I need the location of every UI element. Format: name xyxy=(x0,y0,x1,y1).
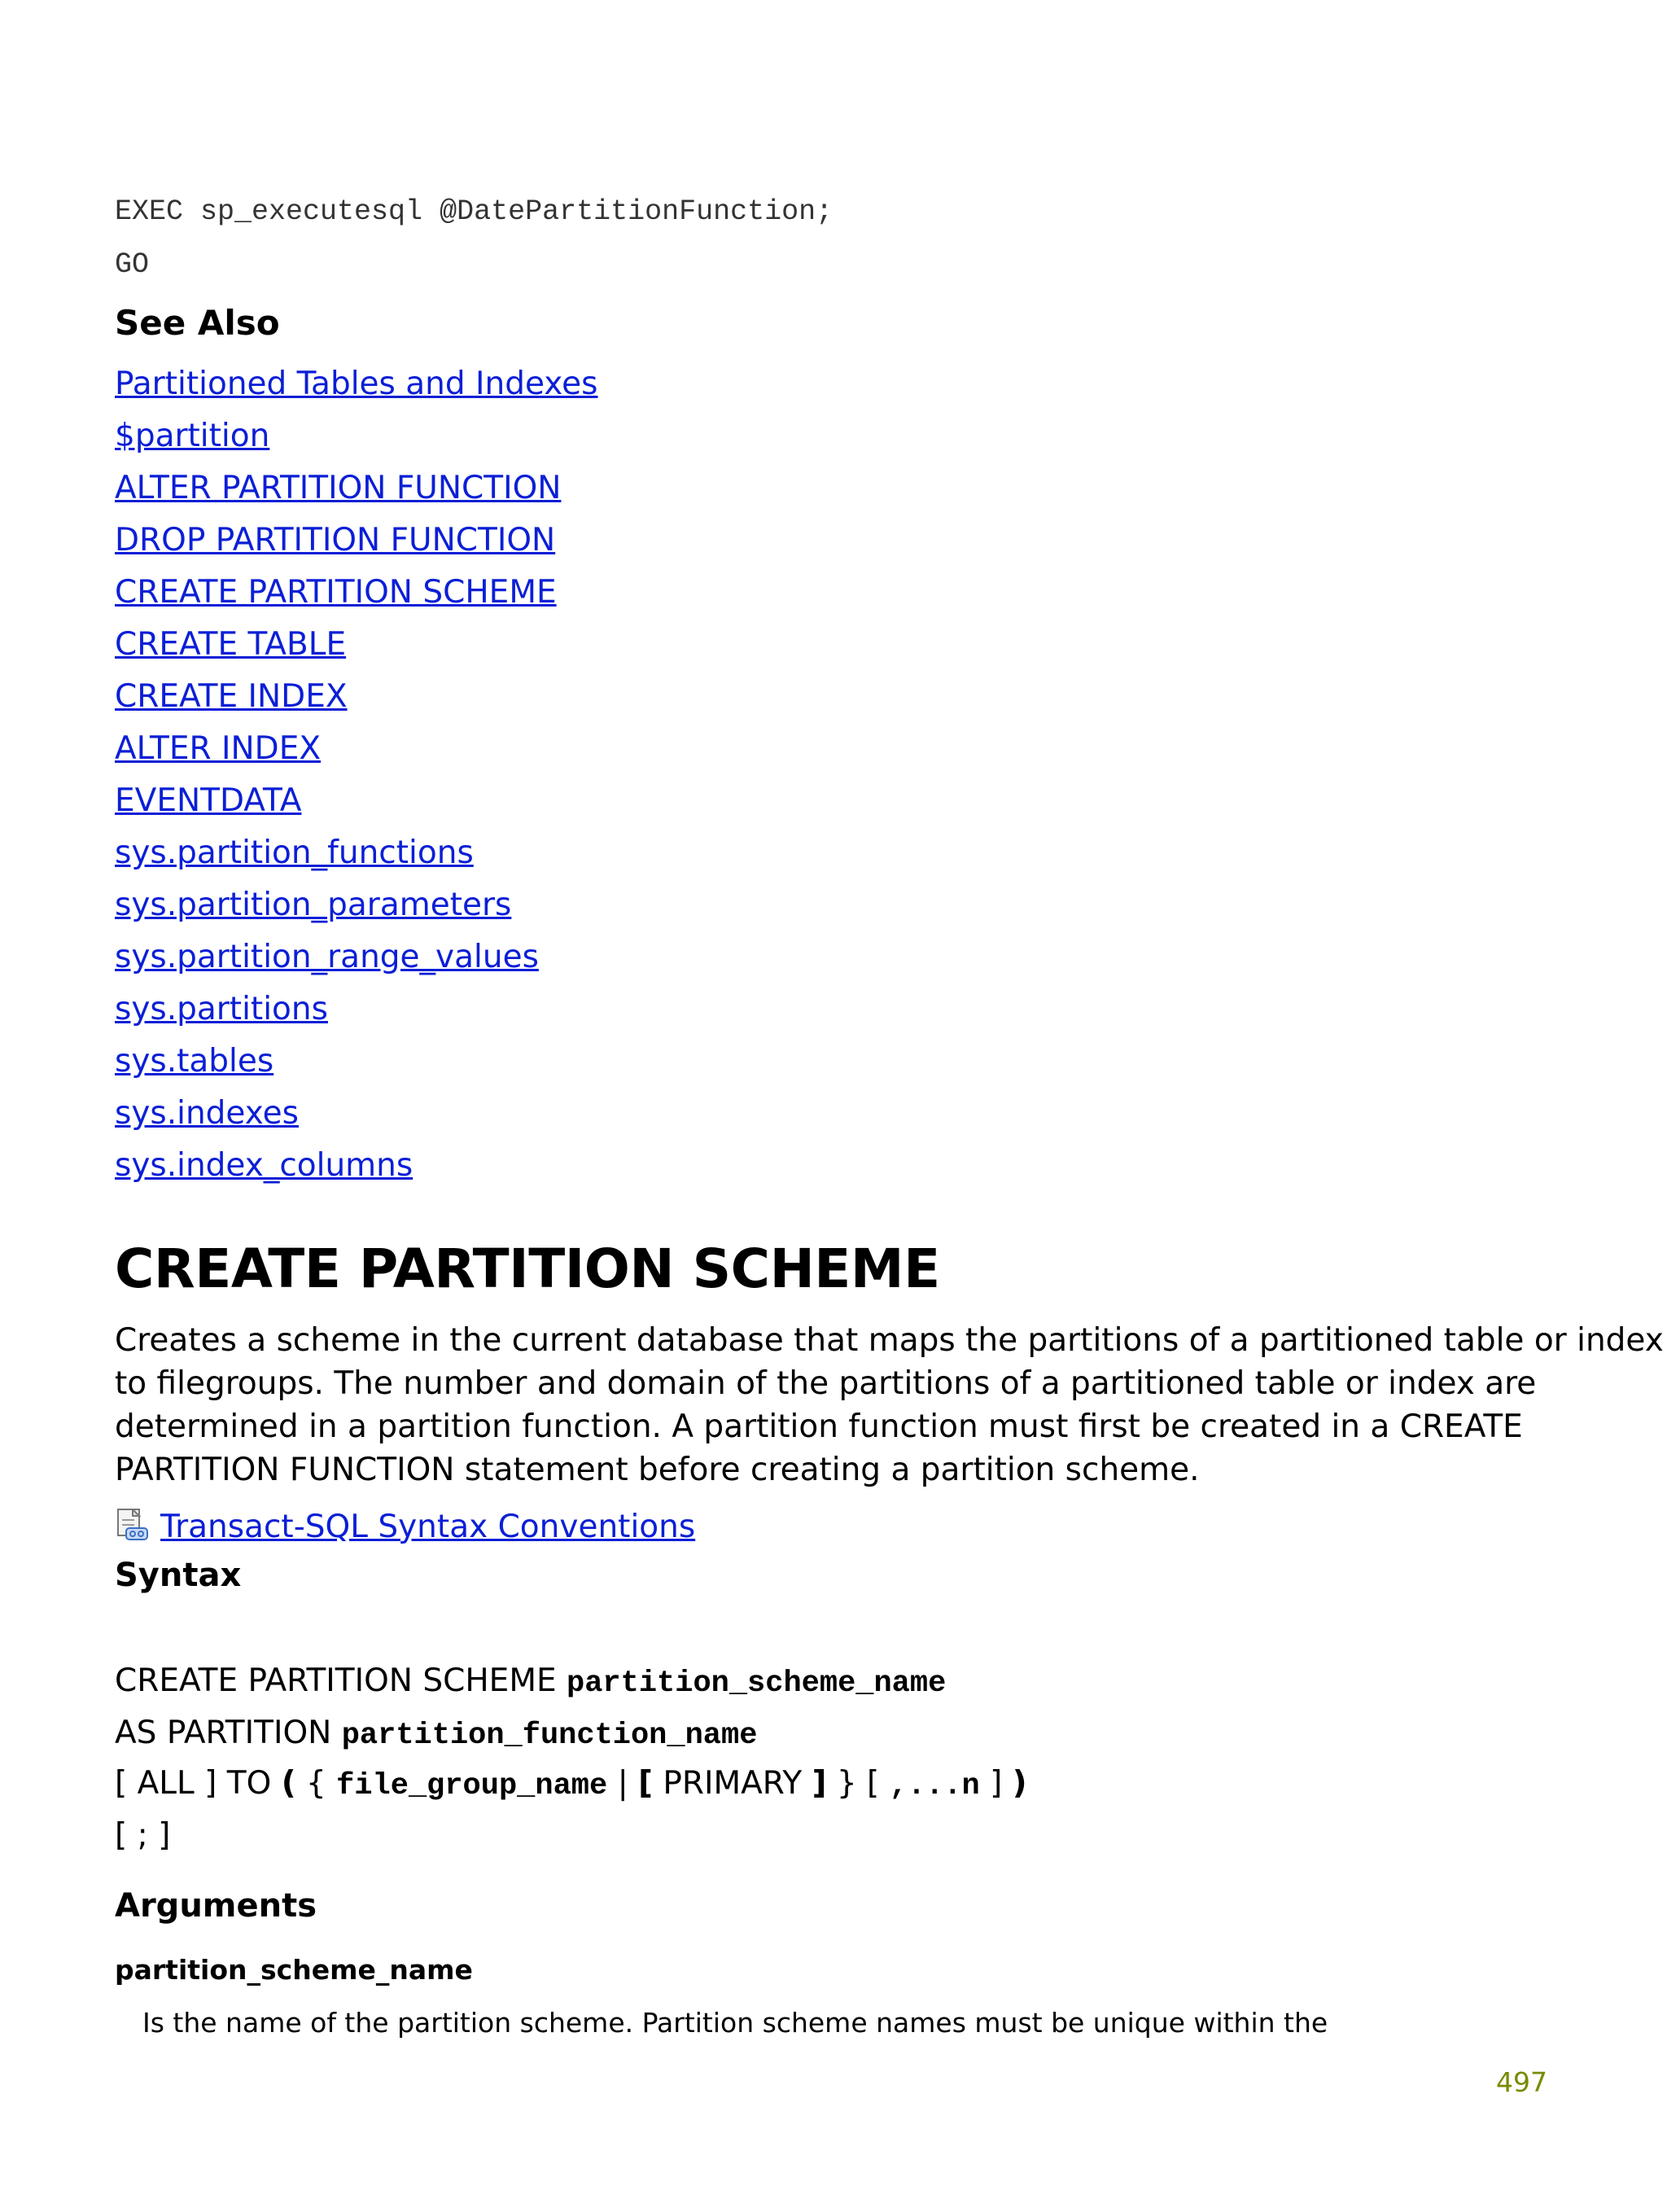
link-sys-partition-range-values[interactable]: sys.partition_range_values xyxy=(115,939,539,975)
link-sys-partition-functions[interactable]: sys.partition_functions xyxy=(115,834,474,871)
description-line: Creates a scheme in the current database that maps the partitions of a partitioned table or index xyxy=(115,1322,1664,1359)
syntax-keyword: AS PARTITION xyxy=(115,1715,342,1751)
syntax-line-4: [ ; ] xyxy=(115,1817,171,1854)
link-eventdata[interactable]: EVENTDATA xyxy=(115,782,302,819)
argument-description: Is the name of the partition scheme. Partition scheme names must be unique within the xyxy=(142,2007,1328,2039)
link-create-partition-scheme[interactable]: CREATE PARTITION SCHEME xyxy=(115,574,557,611)
syntax-argument: partition_scheme_name xyxy=(567,1667,947,1701)
syntax-text: ] xyxy=(979,1765,1013,1802)
syntax-paren: ( xyxy=(281,1765,296,1802)
syntax-heading: Syntax xyxy=(115,1557,242,1594)
syntax-argument: file_group_name xyxy=(336,1769,608,1803)
argument-name: partition_scheme_name xyxy=(115,1954,473,1986)
syntax-line-3 xyxy=(115,1765,1027,1803)
syntax-text: } [ xyxy=(826,1765,890,1802)
link-sys-indexes[interactable]: sys.indexes xyxy=(115,1095,299,1132)
syntax-text: [ ALL ] TO xyxy=(115,1765,282,1802)
conventions-row xyxy=(115,1502,695,1551)
description-line: to filegroups. The number and domain of the partitions of a partitioned table or index are xyxy=(115,1365,1537,1402)
description-line: determined in a partition function. A partition function must first be created in a CREATE xyxy=(115,1408,1523,1445)
syntax-line-1 xyxy=(115,1662,946,1701)
see-also-heading: See Also xyxy=(115,303,280,343)
description-line: PARTITION FUNCTION statement before creating a partition scheme. xyxy=(115,1452,1200,1488)
link-sys-partitions[interactable]: sys.partitions xyxy=(115,991,328,1027)
syntax-line-2 xyxy=(115,1715,757,1753)
section-description xyxy=(115,1319,1664,1491)
link-sys-partition-parameters[interactable]: sys.partition_parameters xyxy=(115,887,512,923)
link-create-table[interactable]: CREATE TABLE xyxy=(115,626,347,663)
link-alter-index[interactable]: ALTER INDEX xyxy=(115,730,322,767)
syntax-text: { xyxy=(295,1765,337,1802)
syntax-text: PRIMARY xyxy=(652,1765,812,1802)
syntax-paren: ) xyxy=(1012,1765,1027,1802)
link-partitioned-tables[interactable]: Partitioned Tables and Indexes xyxy=(115,366,598,402)
link-sys-tables[interactable]: sys.tables xyxy=(115,1043,274,1080)
link-alter-partition-function[interactable]: ALTER PARTITION FUNCTION xyxy=(115,470,562,506)
syntax-keyword: CREATE PARTITION SCHEME xyxy=(115,1662,567,1699)
syntax-text: | xyxy=(607,1765,639,1802)
link-drop-partition-function[interactable]: DROP PARTITION FUNCTION xyxy=(115,522,556,558)
page-number: 497 xyxy=(1496,2066,1547,2098)
see-also-links xyxy=(115,358,598,1192)
code-line-go: GO xyxy=(115,248,150,281)
syntax-argument: ,...n xyxy=(889,1769,980,1803)
syntax-bracket: ] xyxy=(812,1765,827,1802)
link-partition-function[interactable]: $partition xyxy=(115,418,270,454)
code-line-exec: EXEC sp_executesql @DatePartitionFunction; xyxy=(115,195,834,228)
conventions-link[interactable]: Transact-SQL Syntax Conventions xyxy=(160,1508,696,1545)
link-sys-index-columns[interactable]: sys.index_columns xyxy=(115,1147,413,1184)
arguments-heading: Arguments xyxy=(115,1887,317,1925)
syntax-bracket: [ xyxy=(638,1765,653,1802)
document-link-icon xyxy=(115,1507,151,1546)
section-title: CREATE PARTITION SCHEME xyxy=(115,1237,940,1300)
syntax-argument: partition_function_name xyxy=(341,1719,758,1753)
link-create-index[interactable]: CREATE INDEX xyxy=(115,678,348,715)
